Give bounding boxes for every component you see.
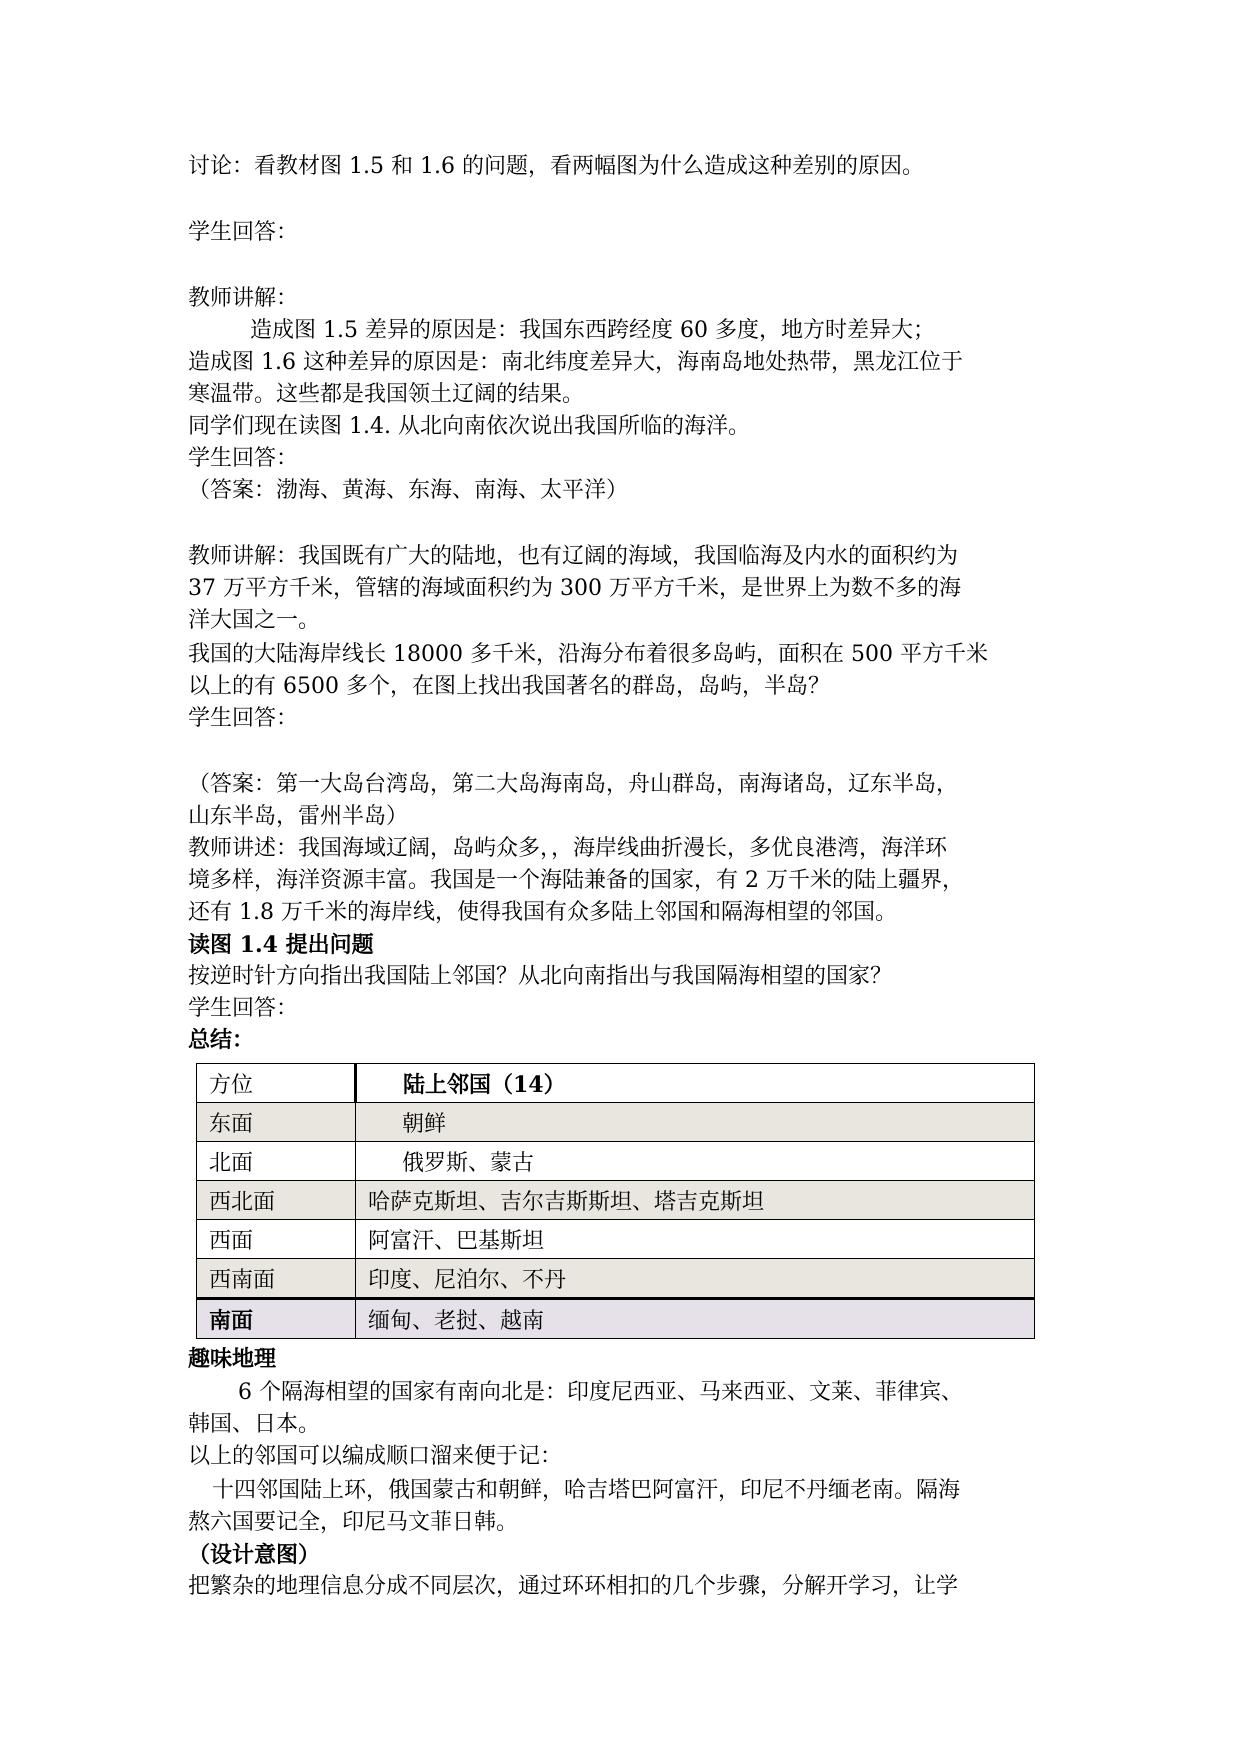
text-teacher-explain-2c: 洋大国之一。 [188,608,321,633]
text-sea-neighbors-b: 韩国、日本。 [188,1412,321,1437]
table-row [197,1220,1035,1259]
text-student-answer-2: 学生回答： [188,446,299,471]
text-mnemonic-intro: 以上的邻国可以编成顺口溜来便于记： [188,1444,563,1469]
heading-summary: 总结： [188,1028,255,1053]
table-cell-direction: 南面 [197,1299,356,1339]
table-cell-direction: 北面 [197,1142,356,1181]
text-teacher-explain-2b: 37 万平方千米，管辖的海域面积约为 300 万平方千米，是世界上为数不多的海 [188,576,961,601]
text-sea-neighbors: 6 个隔海相望的国家有南向北是：印度尼西亚、马来西亚、文莱、菲律宾、 [238,1380,963,1405]
table-row [197,1259,1035,1299]
text-read-map-seas: 同学们现在读图 1.4. 从北向南依次说出我国所临的海洋。 [188,414,750,439]
table-cell-countries: 阿富汗、巴基斯坦 [356,1220,1035,1259]
text-teacher-narrate-b: 境多样，海洋资源丰富。我国是一个海陆兼备的国家，有 2 万千米的陆上疆界， [188,868,964,893]
text-question-neighbors: 按逆时针方向指出我国陆上邻国？从北向南指出与我国隔海相望的国家？ [188,964,893,989]
table-cell-direction: 西北面 [197,1181,356,1220]
text-teacher-explain-1: 教师讲解： [188,286,299,311]
text-answer-seas: （答案：渤海、黄海、东海、南海、太平洋） [188,478,629,503]
neighbors-table [196,1063,1035,1339]
text-answer-islands-b: 山东半岛，雷州半岛） [188,804,409,829]
text-coastline: 我国的大陆海岸线长 18000 多千米，沿海分布着很多岛屿，面积在 500 平方千米 [188,642,988,667]
table-cell-countries: 印度、尼泊尔、不丹 [356,1259,1035,1299]
text-reason-1-5: 造成图 1.5 差异的原因是：我国东西跨经度 60 多度，地方时差异大； [250,318,935,343]
table-header-row [197,1064,1035,1103]
text-teacher-narrate-c: 还有 1.8 万千米的海岸线，使得我国有众多陆上邻国和隔海相望的邻国。 [188,900,897,925]
table-row [197,1299,1035,1339]
text-answer-islands: （答案：第一大岛台湾岛，第二大岛海南岛，舟山群岛，南海诸岛，辽东半岛， [188,772,959,797]
heading-fun-geography: 趣味地理 [188,1346,277,1372]
text-reason-1-6-cont: 寒温带。这些都是我国领土辽阔的结果。 [188,382,585,407]
text-student-answer-3: 学生回答： [188,706,299,731]
table-cell-countries: 哈萨克斯坦、吉尔吉斯斯坦、塔吉克斯坦 [356,1181,1035,1220]
table-row [197,1142,1035,1181]
text-teacher-explain-2: 教师讲解：我国既有广大的陆地，也有辽阔的海域，我国临海及内水的面积约为 [188,544,959,569]
text-coastline-b: 以上的有 6500 多个，在图上找出我国著名的群岛，岛屿，半岛？ [188,674,830,699]
text-discussion: 讨论：看教材图 1.5 和 1.6 的问题，看两幅图为什么造成这种差别的原因。 [188,154,924,179]
table-header-direction: 方位 [197,1064,356,1103]
text-mnemonic: 十四邻国陆上环，俄国蒙古和朝鲜，哈吉塔巴阿富汗，印尼不丹缅老南。隔海 [212,1478,961,1503]
text-reason-1-6: 造成图 1.6 这种差异的原因是：南北纬度差异大，海南岛地处热带，黑龙江位于 [188,350,963,375]
table-row [197,1181,1035,1220]
heading-read-map: 读图 1.4 提出问题 [188,932,374,958]
text-student-answer-4: 学生回答： [188,996,299,1021]
table-cell-direction: 东面 [197,1103,356,1142]
table-header-neighbors: 陆上邻国（14） [356,1064,1035,1103]
table-cell-countries: 俄罗斯、蒙古 [356,1142,1035,1181]
table-cell-countries: 朝鲜 [356,1103,1035,1142]
table-row [197,1103,1035,1142]
text-student-answer-1: 学生回答： [188,220,299,245]
heading-design-intent: （设计意图） [188,1542,321,1568]
table-cell-direction: 西面 [197,1220,356,1259]
text-design-intent: 把繁杂的地理信息分成不同层次，通过环环相扣的几个步骤，分解开学习，让学 [188,1574,959,1599]
text-teacher-narrate: 教师讲述：我国海域辽阔，岛屿众多，，海岸线曲折漫长，多优良港湾，海洋环 [188,836,948,861]
table-cell-countries: 缅甸、老挝、越南 [356,1299,1035,1339]
text-mnemonic-b: 熬六国要记全，印尼马文菲日韩。 [188,1510,519,1535]
table-cell-direction: 西南面 [197,1259,356,1299]
